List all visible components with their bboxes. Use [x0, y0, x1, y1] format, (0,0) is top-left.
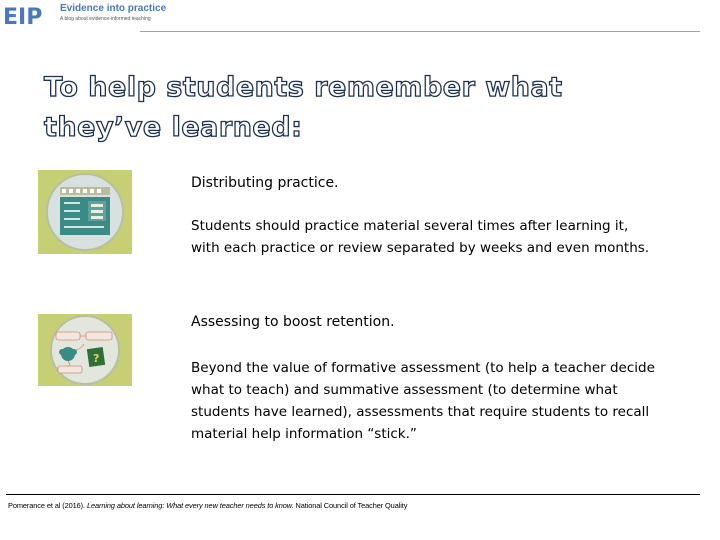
slide-title: To help students remember what they’ve learned:: [44, 72, 563, 143]
item-heading-assessing-retention: Assessing to boost retention.: [191, 314, 395, 330]
citation: [8, 501, 407, 510]
header: [0, 0, 720, 32]
citation-publisher: National Council of Teacher Quality: [293, 501, 408, 510]
brand-title: Evidence into practice: [60, 3, 167, 14]
item-heading-distributing-practice: Distributing practice.: [191, 175, 339, 191]
footer-divider: [6, 494, 700, 495]
calendar-icon: [38, 170, 132, 254]
item-text-assessing-retention: Beyond the value of formative assessment (to help a teacher decide what to teach) and summative assessment (to determine what students have learned), assessments that require students to recall material help information “stick.”: [191, 360, 655, 442]
item-text-distributing-practice: Students should practice material several times after learning it, with each practice or review separated by weeks and even months.: [191, 218, 650, 256]
citation-title: Learning about learning: What every new teacher needs to know.: [86, 501, 294, 510]
brand-subtitle: A blog about evidence-informed teaching: [60, 16, 151, 22]
assessment-icon: [38, 314, 132, 386]
header-divider: [140, 31, 700, 32]
citation-authors: Pomerance et al (2016).: [8, 501, 87, 510]
eip-logo: [2, 3, 58, 27]
svg-text:EIP: EIP: [3, 5, 43, 27]
svg-text:?: ?: [93, 352, 100, 365]
